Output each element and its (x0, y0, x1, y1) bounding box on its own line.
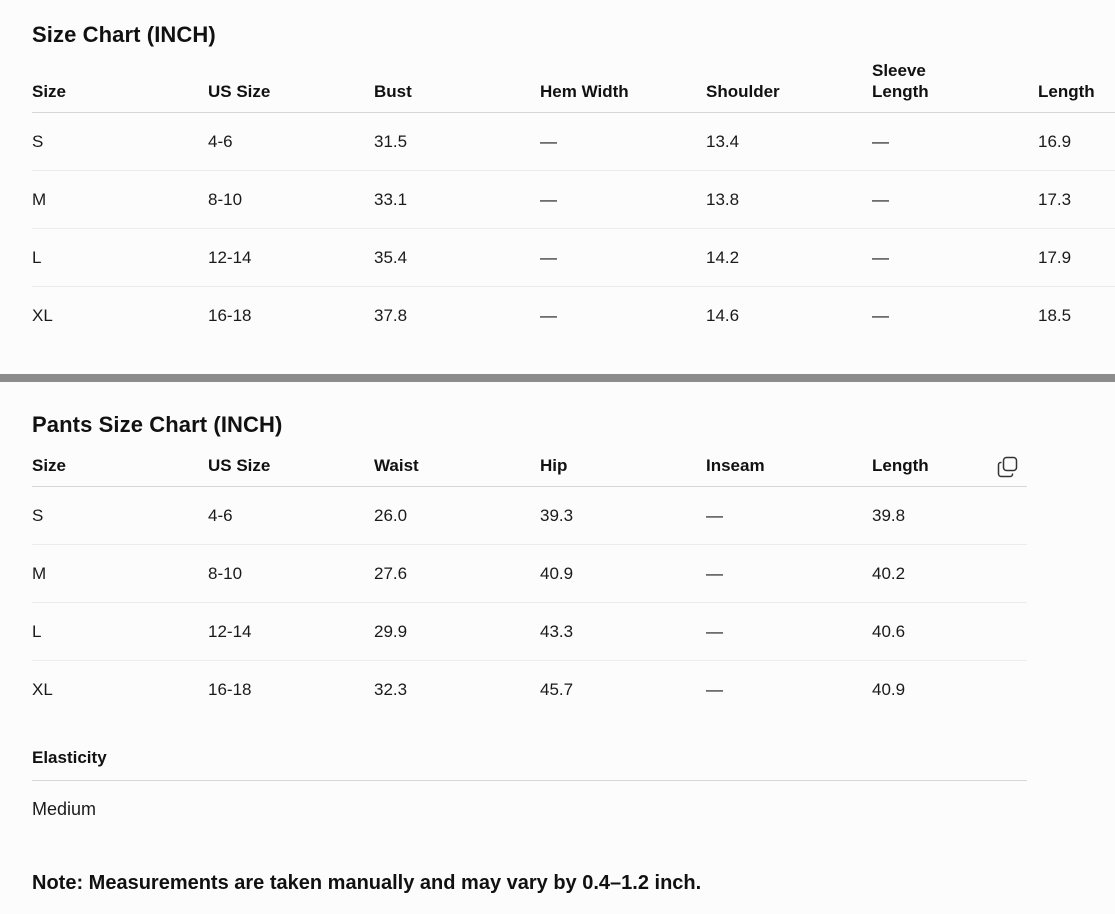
cell-length: 39.8 (872, 487, 1027, 545)
cell-length: 40.9 (872, 679, 906, 699)
cell-bust: 33.1 (374, 171, 540, 229)
size-chart-title: Size Chart (INCH) (32, 22, 216, 47)
cell-size: M (32, 171, 208, 229)
table-row (32, 229, 1115, 287)
cell-size: S (32, 113, 208, 171)
table-row (32, 545, 1027, 603)
cell-hem-width: — (540, 171, 706, 229)
cell-sleeve-length: — (872, 229, 1038, 287)
cell-hip: 45.7 (540, 679, 574, 699)
cell-size: XL (32, 305, 53, 325)
cell-size: M (32, 545, 208, 603)
pants-size-chart-section (0, 382, 1115, 914)
cell-inseam: — (706, 603, 872, 661)
cell-us-size: 16-18 (208, 305, 252, 325)
cell-us-size: 12-14 (208, 229, 374, 287)
cell-shoulder: 13.4 (706, 113, 872, 171)
header-length: Length (1038, 60, 1115, 113)
elasticity-divider (32, 780, 1027, 781)
cell-length: 17.3 (1038, 171, 1115, 229)
cell-size: L (32, 603, 208, 661)
table-row (32, 661, 1027, 719)
header-bust: Bust (374, 60, 540, 113)
header-us-size: US Size (208, 60, 374, 113)
elasticity-label: Elasticity (32, 748, 107, 767)
table-row (32, 603, 1027, 661)
elasticity-value: Medium (32, 799, 97, 819)
cell-us-size: 8-10 (208, 171, 374, 229)
cell-shoulder: 14.6 (706, 305, 740, 325)
size-chart-header-row (32, 60, 1115, 113)
header-hem-width: Hem Width (540, 60, 706, 113)
cell-length: 40.6 (872, 603, 1027, 661)
cell-sleeve-length: — (872, 171, 1038, 229)
cell-size: XL (32, 679, 53, 699)
header-sleeve-line1: Sleeve (872, 61, 926, 80)
header-inseam: Inseam (706, 455, 872, 487)
cell-hem-width: — (540, 305, 557, 325)
cell-us-size: 4-6 (208, 113, 374, 171)
pants-chart-header-row (32, 455, 1027, 487)
header-shoulder: Shoulder (706, 60, 872, 113)
cell-waist: 32.3 (374, 679, 408, 699)
cell-size: S (32, 487, 208, 545)
table-row (32, 113, 1115, 171)
cell-size: L (32, 229, 208, 287)
header-size: Size (32, 455, 208, 487)
cell-length: 17.9 (1038, 229, 1115, 287)
cell-bust: 37.8 (374, 305, 408, 325)
table-row (32, 171, 1115, 229)
pants-size-chart-table (32, 455, 1027, 719)
cell-sleeve-length: — (872, 113, 1038, 171)
cell-hip: 39.3 (540, 487, 706, 545)
header-size: Size (32, 60, 208, 113)
cell-length: 40.2 (872, 545, 1027, 603)
size-chart-table (32, 60, 1115, 345)
cell-waist: 27.6 (374, 545, 540, 603)
cell-us-size: 12-14 (208, 603, 374, 661)
cell-length: 18.5 (1038, 305, 1072, 325)
cell-us-size: 16-18 (208, 679, 252, 699)
cell-inseam: — (706, 679, 723, 699)
header-us-size: US Size (208, 455, 374, 487)
size-chart-section (0, 0, 1115, 374)
cell-waist: 26.0 (374, 487, 540, 545)
cell-hip: 43.3 (540, 603, 706, 661)
cell-sleeve-length: — (872, 305, 889, 325)
cell-inseam: — (706, 487, 872, 545)
cell-bust: 31.5 (374, 113, 540, 171)
table-row (32, 287, 1115, 345)
cell-us-size: 8-10 (208, 545, 374, 603)
cell-hem-width: — (540, 113, 706, 171)
cell-length: 16.9 (1038, 113, 1115, 171)
cell-shoulder: 13.8 (706, 171, 872, 229)
cell-inseam: — (706, 545, 872, 603)
section-divider (0, 374, 1115, 382)
header-sleeve-line2: Length (872, 82, 929, 101)
cell-waist: 29.9 (374, 603, 540, 661)
cell-bust: 35.4 (374, 229, 540, 287)
header-waist: Waist (374, 455, 540, 487)
measurement-note: Note: Measurements are taken manually and may vary by 0.4–1.2 inch. (32, 872, 702, 894)
pants-size-chart-title: Pants Size Chart (INCH) (32, 412, 283, 437)
cell-hem-width: — (540, 229, 706, 287)
cell-shoulder: 14.2 (706, 229, 872, 287)
header-hip: Hip (540, 455, 706, 487)
cell-us-size: 4-6 (208, 487, 374, 545)
header-length: Length (872, 455, 1027, 487)
cell-hip: 40.9 (540, 545, 706, 603)
header-sleeve-length (872, 60, 1038, 113)
table-row (32, 487, 1027, 545)
